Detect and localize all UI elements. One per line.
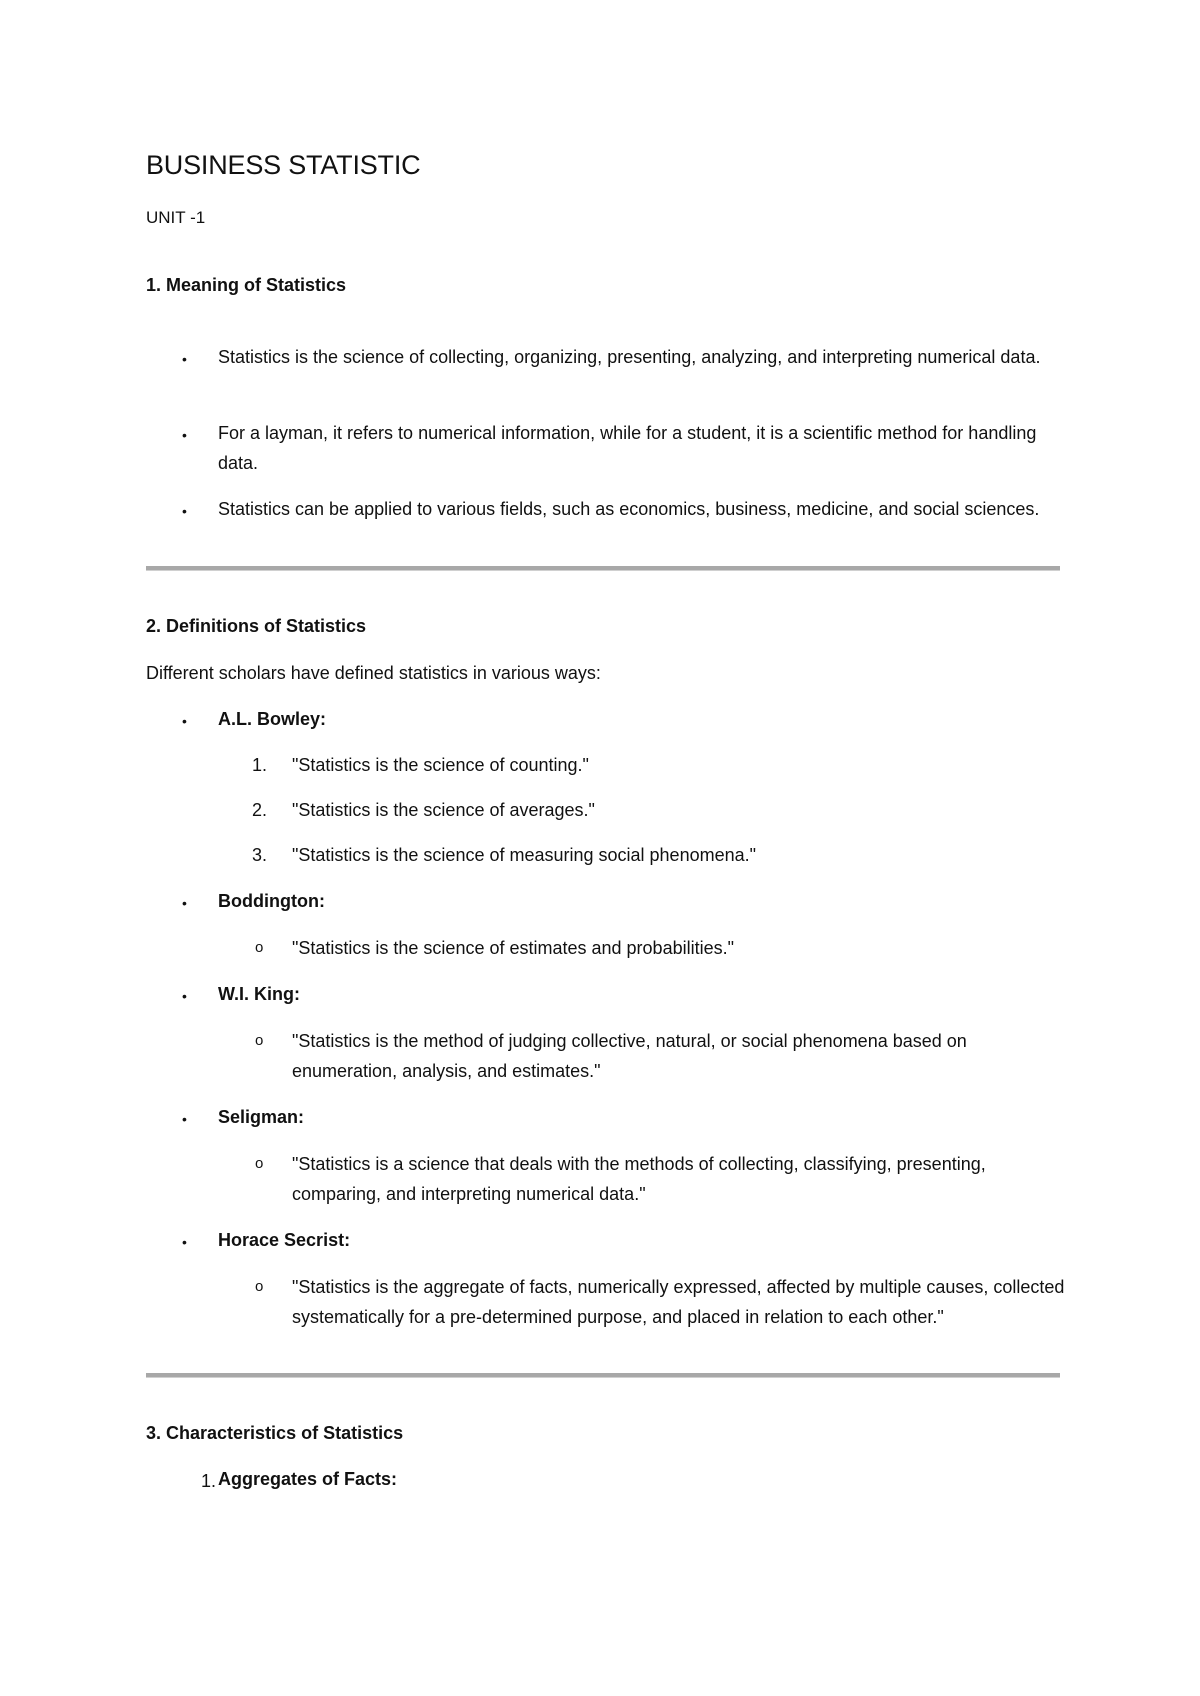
quote-text: "Statistics is the science of averages." bbox=[292, 800, 595, 820]
scholar-name: W.I. King: bbox=[218, 984, 300, 1004]
scholar-name: A.L. Bowley: bbox=[218, 709, 327, 729]
bullet-icon: • bbox=[182, 427, 187, 443]
list-number: 3. bbox=[252, 845, 268, 865]
scholar-name: Seligman: bbox=[218, 1107, 305, 1127]
quote-text: "Statistics is the science of estimates and probabilities." bbox=[292, 938, 734, 958]
horizontal-divider bbox=[146, 566, 1060, 571]
bullet-icon: • bbox=[182, 988, 187, 1004]
quote-text: "Statistics is a science that deals with the methods of collecting, classifying, presenting, comparing, and interpreting numerical data." bbox=[292, 1154, 986, 1204]
bullet-text: Statistics is the science of collecting, organizing, presenting, analyzing, and interpreting numerical data. bbox=[218, 347, 1041, 367]
unit-label: UNIT -1 bbox=[146, 208, 206, 227]
horizontal-divider bbox=[146, 1373, 1060, 1378]
scholar-name: Horace Secrist: bbox=[218, 1230, 351, 1250]
sub-bullet-icon: o bbox=[255, 1155, 264, 1172]
bullet-icon: • bbox=[182, 1111, 187, 1127]
bullet-text: For a layman, it refers to numerical information, while for a student, it is a scientific method for handling data. bbox=[218, 423, 1037, 473]
bullet-icon: • bbox=[182, 713, 187, 729]
scholar-name: Boddington: bbox=[218, 891, 325, 911]
characteristic-label: Aggregates of Facts: bbox=[218, 1469, 398, 1489]
sub-bullet-icon: o bbox=[255, 1032, 264, 1049]
sub-bullet-icon: o bbox=[255, 1278, 264, 1295]
bullet-text: Statistics can be applied to various fields, such as economics, business, medicine, and social sciences. bbox=[218, 499, 1040, 519]
list-number: 1. bbox=[252, 755, 268, 775]
definitions-intro: Different scholars have defined statistics in various ways: bbox=[146, 663, 601, 683]
section-heading-characteristics: 3. Characteristics of Statistics bbox=[146, 1423, 404, 1443]
bullet-icon: • bbox=[182, 895, 187, 911]
quote-text: "Statistics is the aggregate of facts, numerically expressed, affected by multiple causes, collected systematically for a pre-determined purpose, and placed in relation to each other." bbox=[292, 1277, 1065, 1327]
quote-text: "Statistics is the method of judging collective, natural, or social phenomena based on enumeration, analysis, and estimates." bbox=[292, 1031, 967, 1081]
bullet-icon: • bbox=[182, 503, 187, 519]
section-heading-meaning: 1. Meaning of Statistics bbox=[146, 275, 347, 295]
sub-bullet-icon: o bbox=[255, 939, 264, 956]
quote-text: "Statistics is the science of counting." bbox=[292, 755, 589, 775]
bullet-icon: • bbox=[182, 351, 187, 367]
document-title: BUSINESS STATISTIC bbox=[146, 150, 421, 180]
section-heading-definitions: 2. Definitions of Statistics bbox=[146, 616, 367, 636]
list-number: 1. bbox=[200, 1471, 216, 1491]
bullet-icon: • bbox=[182, 1234, 187, 1250]
list-number: 2. bbox=[252, 800, 268, 820]
quote-text: "Statistics is the science of measuring social phenomena." bbox=[292, 845, 757, 865]
